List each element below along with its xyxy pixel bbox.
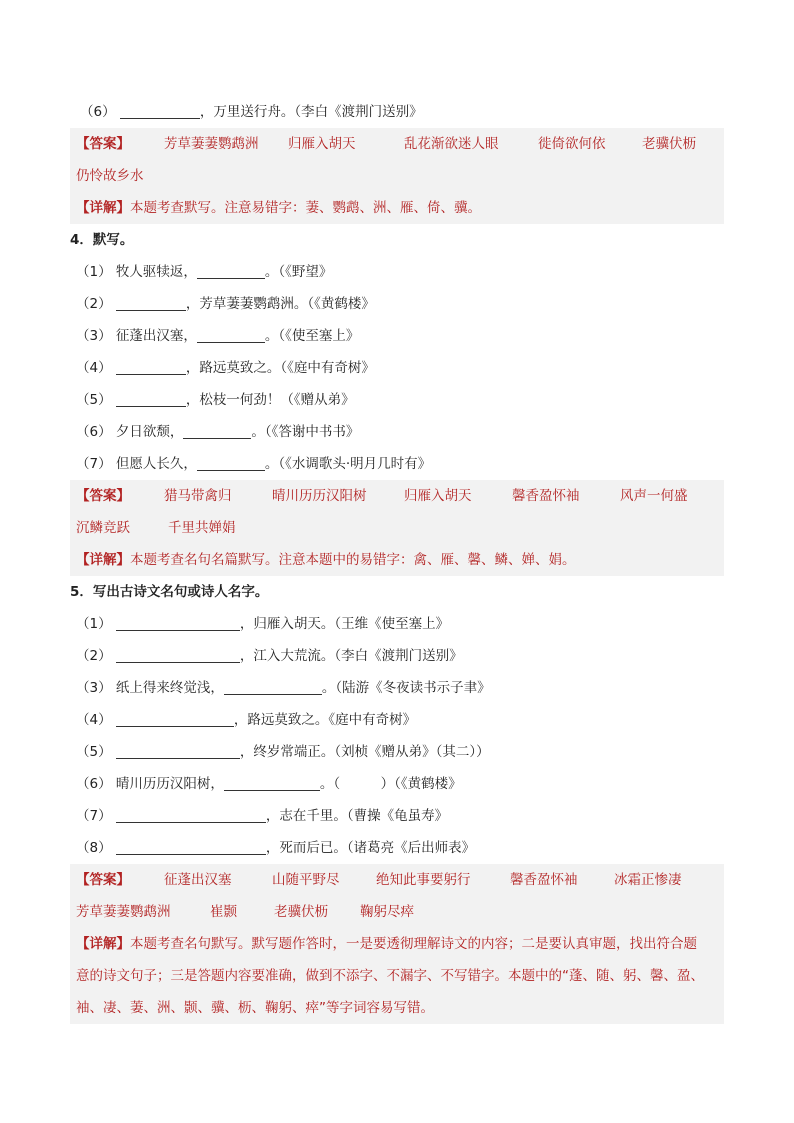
answer-item: 老骥伏枥 (642, 136, 696, 152)
detail-text: 本题考查名句默写。默写题作答时，一是要透彻理解诗文的内容；二是要认真审题，找出符合题 (130, 936, 697, 952)
question-5-title: 5．写出古诗文名句或诗人名字。 (70, 584, 269, 600)
question-4-title: 4．默写。 (70, 232, 134, 248)
answer-blank[interactable] (197, 324, 265, 343)
item-number: （5） (76, 392, 112, 408)
q-item (70, 384, 724, 416)
answer-item: 芳草萋萋鹦鹉洲 (76, 904, 171, 920)
q-item-6 (70, 96, 724, 128)
answer-item: 芳草萋萋鹦鹉洲 (164, 136, 259, 152)
answer-blank[interactable] (116, 708, 234, 727)
detail-tag: 【详解】 (76, 552, 130, 568)
answer-item: 鞠躬尽瘁 (360, 904, 414, 920)
answer-box (70, 480, 724, 576)
q-item (70, 320, 724, 352)
answer-item: 馨香盈怀袖 (512, 488, 580, 504)
answer-item: 崔颢 (210, 904, 237, 920)
item-text: ，路远莫致之。（《庭中有奇树》 (185, 360, 375, 376)
answer-item: 征蓬出汉塞 (164, 872, 232, 888)
answer-item: 晴川历历汉阳树 (272, 488, 367, 504)
item-text: 。（《水调歌头·明月几时有》 (264, 456, 432, 472)
item-number: （4） (76, 360, 112, 376)
answer-box (70, 128, 724, 224)
detail-row (74, 544, 720, 576)
q-item (70, 352, 724, 384)
detail-row (74, 928, 720, 960)
item-text: 夕日欲颓， (115, 424, 184, 440)
item-number: （6） (76, 424, 112, 440)
item-number: （3） (76, 328, 112, 344)
answer-blank[interactable] (116, 388, 186, 407)
answer-item: 冰霜正惨凄 (614, 872, 682, 888)
detail-tag: 【详解】 (76, 936, 130, 952)
answer-row (74, 864, 720, 896)
item-number: （1） (76, 264, 112, 280)
q-item (70, 448, 724, 480)
answer-blank[interactable] (116, 292, 186, 311)
item-text: ，路远莫致之。《庭中有奇树》 (233, 712, 417, 728)
detail-row (74, 192, 720, 224)
item-number: （8） (76, 840, 112, 856)
answer-blank[interactable] (224, 676, 322, 695)
item-text: 征蓬出汉塞， (115, 328, 197, 344)
item-text: ，万里送行舟。（李白《渡荆门送别》 (199, 104, 423, 120)
answer-row (74, 896, 720, 928)
q-item (70, 416, 724, 448)
item-text: ，死而后已。（诸葛亮《后出师表》 (265, 840, 476, 856)
item-text: ，松枝一何劲！（《赠从弟》 (185, 392, 355, 408)
item-number: （7） (76, 808, 112, 824)
item-text: 但愿人长久， (115, 456, 197, 472)
detail-text: 袖、凄、萋、洲、颢、骥、枥、鞠躬、瘁”等字词容易写错。 (76, 1000, 434, 1016)
q-item (70, 608, 724, 640)
answer-item: 乱花渐欲迷人眼 (404, 136, 499, 152)
answer-blank[interactable] (120, 100, 200, 119)
q-item (70, 256, 724, 288)
q-item (70, 832, 724, 864)
answer-tag: 【答案】 (76, 136, 130, 152)
item-text: 。（ ）（《黄鹤楼》 (319, 776, 462, 792)
item-text: ，江入大荒流。（李白《渡荆门送别》 (239, 648, 463, 664)
detail-text: 本题考查名句名篇默写。注意本题中的易错字：禽、雁、馨、鳞、婵、娟。 (130, 552, 576, 568)
answer-row (74, 128, 720, 160)
answer-blank[interactable] (116, 740, 240, 759)
answer-item: 风声一何盛 (620, 488, 688, 504)
q-item (70, 768, 724, 800)
detail-text: 意的诗文句子；三是答题内容要准确，做到不添字、不漏字、不写错字。本题中的“蓬、随、躬、馨、盈、 (76, 968, 704, 984)
answer-tag: 【答案】 (76, 488, 130, 504)
answer-blank[interactable] (197, 452, 265, 471)
detail-row (74, 960, 720, 992)
detail-text: 本题考查默写。注意易错字：萋、鹦鹉、洲、雁、倚、骥。 (130, 200, 481, 216)
item-text: 。（《答谢中书书》 (251, 424, 360, 440)
answer-item: 山随平野尽 (272, 872, 340, 888)
item-text: 纸上得来终觉浅， (115, 680, 224, 696)
answer-tag: 【答案】 (76, 872, 130, 888)
item-text: 晴川历历汉阳树， (115, 776, 224, 792)
answer-item: 老骥伏枥 (274, 904, 328, 920)
detail-row (74, 992, 720, 1024)
item-text: 。（《使至塞上》 (264, 328, 360, 344)
answer-blank[interactable] (116, 836, 266, 855)
item-number: （7） (76, 456, 112, 472)
document-page (70, 96, 724, 1024)
item-text: 。（《野望》 (264, 264, 333, 280)
answer-item: 千里共婵娟 (168, 520, 236, 536)
item-number: （2） (76, 648, 112, 664)
item-number: （6） (76, 776, 112, 792)
item-text: 。（陆游《冬夜读书示子聿》 (321, 680, 491, 696)
item-number: （3） (76, 680, 112, 696)
item-number: （1） (76, 616, 112, 632)
q-item (70, 800, 724, 832)
answer-row (74, 160, 720, 192)
item-text: ，志在千里。（曹操《龟虽寿》 (265, 808, 449, 824)
item-number: （4） (76, 712, 112, 728)
answer-blank[interactable] (116, 356, 186, 375)
detail-tag: 【详解】 (76, 200, 130, 216)
answer-item: 馨香盈怀袖 (510, 872, 578, 888)
answer-blank[interactable] (197, 260, 265, 279)
answer-item: 徙倚欲何依 (538, 136, 606, 152)
item-text: 牧人驱犊返， (115, 264, 197, 280)
answer-item: 归雁入胡天 (404, 488, 472, 504)
q-item (70, 704, 724, 736)
question-title (70, 576, 724, 608)
item-text: ，芳草萋萋鹦鹉洲。（《黄鹤楼》 (185, 296, 375, 312)
q-item (70, 288, 724, 320)
answer-blank[interactable] (183, 420, 251, 439)
answer-blank[interactable] (116, 644, 240, 663)
item-number: （6） (80, 104, 116, 120)
q-item (70, 672, 724, 704)
answer-row (74, 480, 720, 512)
q-item (70, 736, 724, 768)
item-number: （5） (76, 744, 112, 760)
answer-item: 仍怜故乡水 (76, 168, 144, 184)
answer-item: 绝知此事要躬行 (376, 872, 471, 888)
answer-blank[interactable] (116, 804, 266, 823)
item-text: ，终岁常端正。（刘桢《赠从弟》（其二）） (239, 744, 490, 760)
answer-row (74, 512, 720, 544)
answer-item: 归雁入胡天 (288, 136, 356, 152)
item-number: （2） (76, 296, 112, 312)
question-title (70, 224, 724, 256)
answer-blank[interactable] (116, 612, 240, 631)
answer-box (70, 864, 724, 1024)
item-text: ，归雁入胡天。（王维《使至塞上》 (239, 616, 450, 632)
answer-item: 猎马带禽归 (164, 488, 232, 504)
answer-blank[interactable] (224, 772, 320, 791)
answer-item: 沉鳞竞跃 (76, 520, 130, 536)
q-item (70, 640, 724, 672)
